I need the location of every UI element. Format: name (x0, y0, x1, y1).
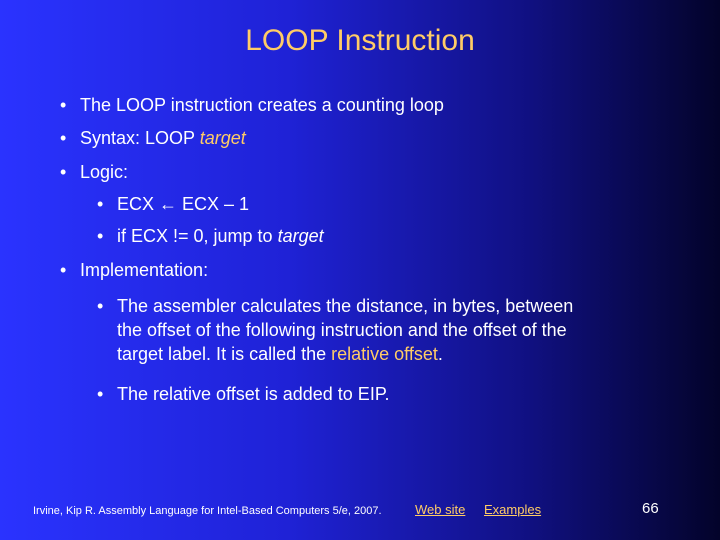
bullet-text (117, 294, 573, 366)
bullet-text: ECX ← ECX – 1 (117, 194, 250, 214)
bullet-dot: • (60, 95, 67, 115)
bullet-syntax (60, 126, 246, 150)
sub-bullet-decrement (97, 192, 249, 216)
bullet-text-target: target (199, 128, 246, 148)
bullet-dot: • (97, 384, 104, 404)
bullet-text-prefix: Syntax: LOOP (80, 128, 200, 148)
sub-bullet-eip (97, 382, 390, 406)
slide-title: LOOP Instruction (245, 24, 475, 57)
bullet-dot: • (97, 296, 104, 316)
sub-bullet-assembler (97, 294, 573, 366)
bullet-text-suffix: . (437, 344, 443, 364)
bullet-text: The relative offset is added to EIP. (117, 384, 390, 404)
bullet-text (80, 126, 246, 150)
sub-bullet-jump (97, 224, 324, 248)
relative-offset-term: relative offset (331, 344, 438, 364)
bullet-text: Implementation: (80, 260, 209, 280)
footer-citation: Irvine, Kip R. Assembly Language for Intel-Based Computers 5/e, 2007. (33, 505, 382, 517)
bullet-dot: • (97, 226, 104, 246)
bullet-dot: • (60, 128, 67, 148)
bullet-text: The LOOP instruction creates a counting loop (80, 95, 444, 115)
bullet-text-target: target (277, 226, 324, 246)
bullet-logic (60, 160, 128, 184)
bullet-implementation (60, 258, 208, 282)
bullet-loop-description (60, 93, 444, 117)
bullet-dot: • (60, 162, 67, 182)
bullet-dot: • (97, 194, 104, 214)
examples-link[interactable]: Examples (484, 502, 542, 517)
bullet-text (117, 224, 324, 248)
bullet-text-prefix: The assembler calculates the distance, in bytes, between the offset of the following instruction and the offset of the target label. It is called the (117, 296, 574, 364)
web-site-link[interactable]: Web site (415, 502, 466, 517)
bullet-text-prefix: if ECX != 0, jump to (117, 226, 278, 246)
bullet-dot: • (60, 260, 67, 280)
page-number: 66 (642, 500, 659, 517)
bullet-text: Logic: (80, 162, 129, 182)
